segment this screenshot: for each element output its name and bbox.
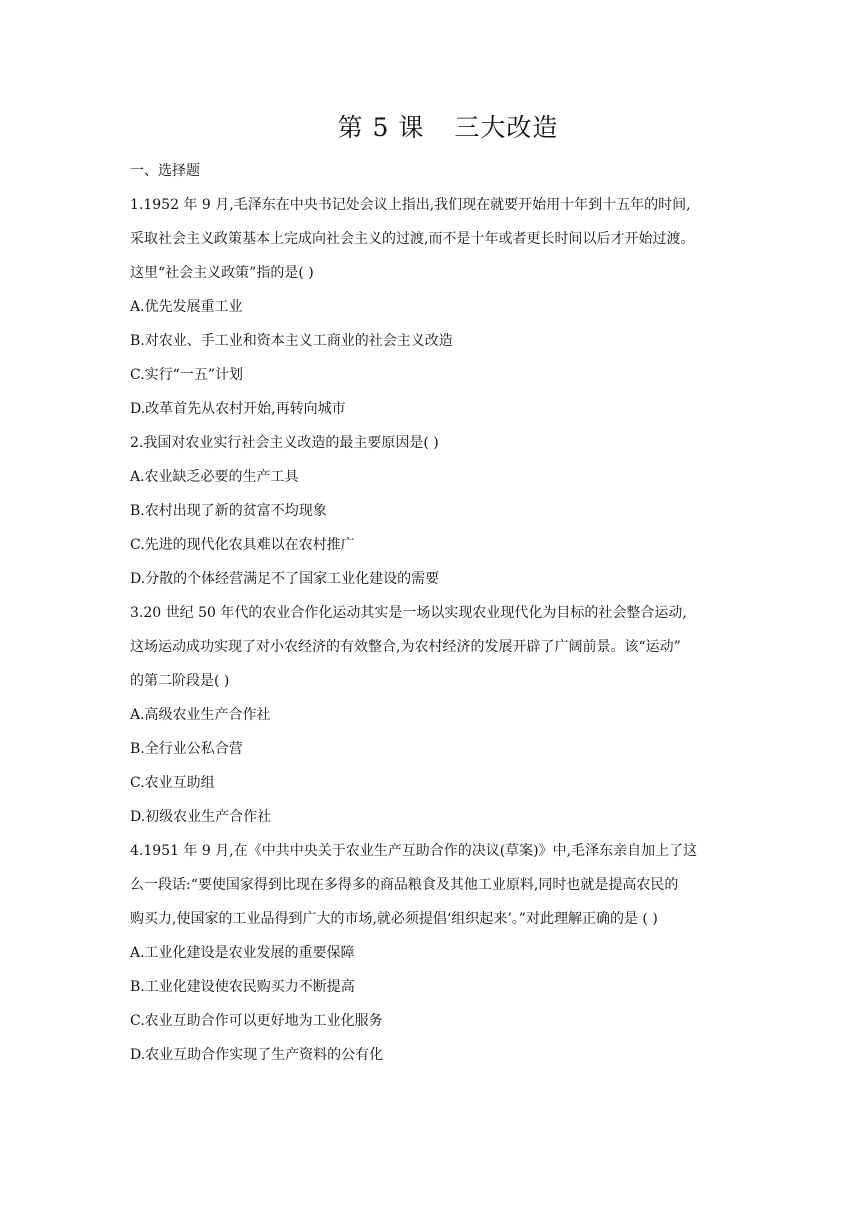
- text-line: 1.1952 年 9 月,毛泽东在中央书记处会议上指出,我们现在就要开始用十年到十五年的时间,: [130, 197, 691, 213]
- option-line: D.改革首先从农村开始,再转向城市: [130, 401, 346, 417]
- text-line: 2.我国对农业实行社会主义改造的最主要原因是( ): [130, 435, 439, 451]
- option-line: B.工业化建设使农民购买力不断提高: [130, 979, 355, 995]
- text-line: 这场运动成功实现了对小农经济的有效整合,为农村经济的发展开辟了广阔前景。该“运动”: [130, 639, 681, 655]
- option-line: A.农业缺乏必要的生产工具: [130, 469, 299, 485]
- text-line: 购买力,使国家的工业品得到广大的市场,就必须提倡‘组织起来’。”对此理解正确的是 ( ): [130, 911, 658, 927]
- page-title: [130, 110, 760, 146]
- option-line: B.农村出现了新的贫富不均现象: [130, 503, 327, 519]
- option-line: C.农业互助合作可以更好地为工业化服务: [130, 1013, 383, 1029]
- question-list: [130, 188, 760, 1072]
- lesson-number: 第 5 课: [337, 113, 425, 142]
- option-line: C.农业互助组: [130, 775, 215, 791]
- option-line: A.高级农业生产合作社: [130, 707, 271, 723]
- text-line: 3.20 世纪 50 年代的农业合作化运动其实是一场以实现农业现代化为目标的社会整合运动,: [130, 605, 687, 621]
- option-line: B.对农业、手工业和资本主义工商业的社会主义改造: [130, 333, 453, 349]
- section-heading: 一、选择题: [130, 163, 200, 179]
- text-line: 采取社会主义政策基本上完成向社会主义的过渡,而不是十年或者更长时间以后才开始过渡。: [130, 231, 695, 247]
- text-line: 的第二阶段是( ): [130, 673, 230, 689]
- option-line: C.实行“一五”计划: [130, 367, 243, 383]
- option-line: A.优先发展重工业: [130, 299, 243, 315]
- option-line: D.农业互助合作实现了生产资料的公有化: [130, 1047, 384, 1063]
- option-line: C.先进的现代化农具难以在农村推广: [130, 537, 355, 553]
- option-line: D.初级农业生产合作社: [130, 809, 272, 825]
- lesson-title: 三大改造: [454, 113, 559, 142]
- text-line: 这里“社会主义政策”指的是( ): [130, 265, 314, 281]
- option-line: B.全行业公私合营: [130, 741, 243, 757]
- text-line: 么一段话:“要使国家得到比现在多得多的商品粮食及其他工业原料,同时也就是提高农民的: [130, 877, 679, 893]
- text-line: 4.1951 年 9 月,在《中共中央关于农业生产互助合作的决议(草案)》中,毛泽东亲自加上了这: [130, 843, 698, 859]
- option-line: A.工业化建设是农业发展的重要保障: [130, 945, 355, 961]
- option-line: D.分散的个体经营满足不了国家工业化建设的需要: [130, 571, 440, 587]
